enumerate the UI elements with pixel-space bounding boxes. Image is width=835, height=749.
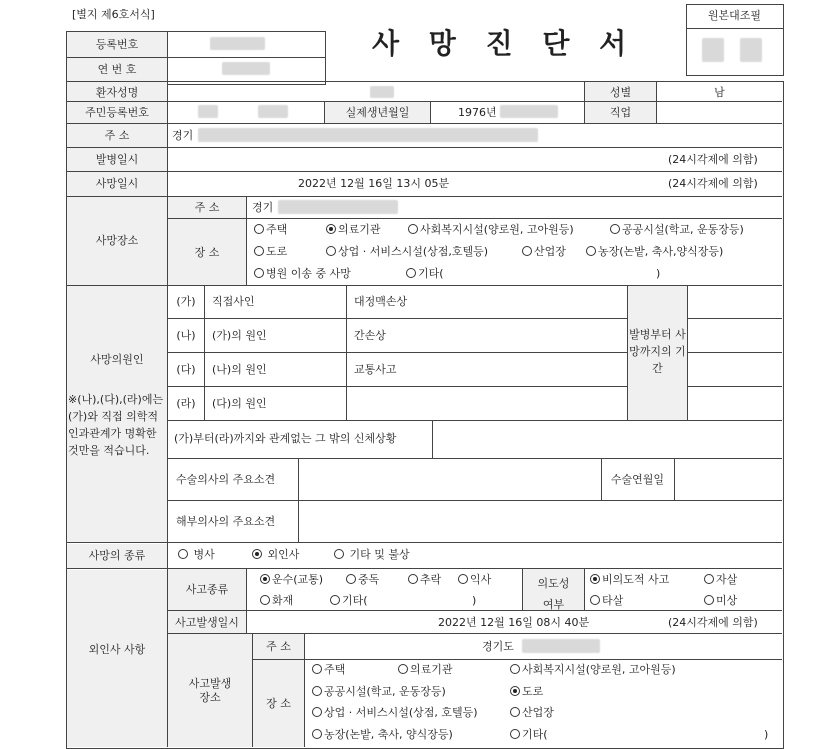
cause-d-tag: (라)	[176, 397, 196, 410]
cause-c-desc: (나)의 원인	[212, 363, 267, 376]
cause-label: 사망의원인	[90, 353, 144, 366]
accident-place-public[interactable]: 공공시설(학교, 운동장등)	[312, 685, 446, 698]
accident-place-house[interactable]: 주택	[312, 663, 345, 676]
accident-type-drown[interactable]: 익사	[458, 573, 491, 586]
external-section-label: 외인사 사항	[88, 643, 146, 656]
address-label: 주 소	[104, 129, 130, 142]
radio-icon	[408, 224, 418, 234]
cause-b-desc: (가)의 원인	[212, 329, 267, 342]
accident-location-label: 사고발생 장소	[188, 677, 232, 704]
radio-icon	[510, 664, 520, 674]
radio-checked-icon	[590, 574, 600, 584]
radio-icon	[312, 686, 322, 696]
radio-icon	[254, 268, 264, 278]
death-value: 2022년 12월 16일 13시 05분	[298, 177, 450, 190]
serial-no-label: 연 번 호	[97, 63, 137, 76]
accident-place-road[interactable]: 도로	[510, 685, 543, 698]
birth-year: 1976년	[458, 106, 497, 119]
accident-datetime-note: (24시각제에 의함)	[668, 616, 758, 629]
accident-place-label: 장 소	[266, 697, 291, 710]
accident-place-farm[interactable]: 농장(논밭, 축사, 양식장등)	[312, 728, 453, 741]
accident-place-industrial[interactable]: 산업장	[510, 706, 554, 719]
accident-type-other[interactable]: 기타(	[330, 594, 368, 607]
place-option-industrial[interactable]: 산업장	[522, 245, 566, 258]
kind-label: 사망의 종류	[88, 549, 146, 562]
death-place-label: 사망장소	[95, 234, 139, 247]
intent-unknown[interactable]: 미상	[704, 594, 737, 607]
cause-c-value: 교통사고	[354, 363, 397, 376]
radio-icon	[522, 246, 532, 256]
place-option-public[interactable]: 공공시설(학교, 운동장등)	[610, 223, 744, 236]
radio-checked-icon	[260, 574, 270, 584]
cause-b-value: 간손상	[354, 329, 386, 342]
accident-addr-label: 주 소	[266, 640, 291, 653]
job-label: 직업	[609, 106, 632, 119]
accident-place-welfare[interactable]: 사회복지시설(양로원, 고아원등)	[510, 663, 676, 676]
radio-icon	[254, 224, 264, 234]
radio-checked-icon	[326, 224, 336, 234]
address-value: 경기	[172, 129, 194, 142]
accident-type-traffic[interactable]: 운수(교통)	[260, 573, 323, 586]
place-option-farm[interactable]: 농장(논밭, 축사,양식장등)	[586, 245, 723, 258]
cause-c-tag: (다)	[176, 363, 196, 376]
autopsy-label: 해부의사의 주요소견	[176, 515, 276, 528]
radio-icon	[330, 595, 340, 605]
radio-icon	[458, 574, 468, 584]
sex-label: 성별	[609, 86, 632, 99]
period-label: 발병부터 사망까지의 기간	[629, 328, 686, 375]
place-option-road[interactable]: 도로	[254, 245, 287, 258]
intent-suicide[interactable]: 자살	[704, 573, 737, 586]
onset-note: (24시각제에 의함)	[668, 153, 758, 166]
reg-no-label: 등록번호	[95, 38, 139, 51]
radio-checked-icon	[252, 549, 262, 559]
accident-place-medical[interactable]: 의료기관	[398, 663, 453, 676]
accident-type-label: 사고종류	[185, 583, 229, 596]
place-option-medical[interactable]: 의료기관	[326, 223, 381, 236]
death-label: 사망일시	[95, 177, 139, 190]
accident-datetime-value: 2022년 12월 16일 08시 40분	[438, 616, 590, 629]
cause-a-desc: 직접사인	[212, 295, 255, 308]
intent-homicide[interactable]: 타살	[590, 594, 623, 607]
accident-type-fall[interactable]: 추락	[408, 573, 441, 586]
radio-icon	[704, 595, 714, 605]
radio-icon	[254, 246, 264, 256]
radio-icon	[406, 268, 416, 278]
place-option-other[interactable]: 기타(	[406, 267, 444, 280]
sex-value: 남	[714, 86, 725, 99]
death-place-place-label: 장 소	[194, 246, 220, 259]
cause-a-tag: (가)	[176, 295, 196, 308]
kind-option-disease[interactable]: 병사	[178, 548, 215, 561]
radio-icon	[260, 595, 270, 605]
kind-option-other[interactable]: 기타 및 불상	[334, 548, 410, 561]
place-option-commercial[interactable]: 상업 · 서비스시설(상점,호텔등)	[326, 245, 488, 258]
kind-option-external[interactable]: 외인사	[252, 548, 299, 561]
accident-type-fire[interactable]: 화재	[260, 594, 293, 607]
radio-icon	[178, 549, 188, 559]
form-number: [별지 제6호서식]	[72, 8, 155, 21]
accident-place-commercial[interactable]: 상업 · 서비스시설(상점, 호텔등)	[312, 706, 478, 719]
birth-label: 실제생년월일	[345, 106, 410, 119]
accident-place-other[interactable]: 기타(	[510, 728, 548, 741]
death-place-addr-value: 경기	[252, 201, 274, 214]
radio-icon	[590, 595, 600, 605]
place-option-transfer[interactable]: 병원 이송 중 사망	[254, 267, 351, 280]
radio-icon	[312, 729, 322, 739]
radio-checked-icon	[510, 686, 520, 696]
intent-label: 의도성 여부	[537, 577, 570, 611]
radio-icon	[610, 224, 620, 234]
radio-icon	[704, 574, 714, 584]
surgery-label: 수술의사의 주요소견	[176, 473, 276, 486]
radio-icon	[408, 574, 418, 584]
death-place-addr-label: 주 소	[194, 201, 220, 214]
radio-icon	[326, 246, 336, 256]
cause-note: ※(나),(다),(라)에는 (가)와 직접 의학적 인과관계가 명확한 것만을 적습니다.	[68, 393, 164, 457]
accident-addr-value: 경기도	[482, 640, 514, 653]
resident-no-label: 주민등록번호	[85, 106, 149, 119]
surgery-date-label: 수술연월일	[610, 473, 665, 486]
onset-label: 발병일시	[95, 153, 139, 166]
place-option-house[interactable]: 주택	[254, 223, 287, 236]
accident-datetime-label: 사고발생일시	[175, 616, 239, 629]
radio-icon	[334, 549, 344, 559]
accident-type-poison[interactable]: 중독	[346, 573, 379, 586]
radio-icon	[312, 707, 322, 717]
place-option-welfare[interactable]: 사회복지시설(양로원, 고아원등)	[408, 223, 574, 236]
radio-icon	[586, 246, 596, 256]
page-title: 사 망 진 단 서	[372, 27, 637, 60]
other-condition-label: (가)부터(라)까지와 관계없는 그 밖의 신체상황	[174, 432, 397, 445]
radio-icon	[346, 574, 356, 584]
original-verified-label: 원본대조필	[707, 9, 762, 22]
radio-icon	[398, 664, 408, 674]
cause-a-value: 대정맥손상	[354, 295, 408, 308]
radio-icon	[510, 707, 520, 717]
intent-unintentional[interactable]: 비의도적 사고	[590, 573, 669, 586]
cause-d-desc: (다)의 원인	[212, 397, 267, 410]
radio-icon	[312, 664, 322, 674]
radio-icon	[510, 729, 520, 739]
cause-b-tag: (나)	[176, 329, 196, 342]
patient-name-label: 환자성명	[95, 86, 139, 99]
death-note: (24시각제에 의함)	[668, 177, 758, 190]
